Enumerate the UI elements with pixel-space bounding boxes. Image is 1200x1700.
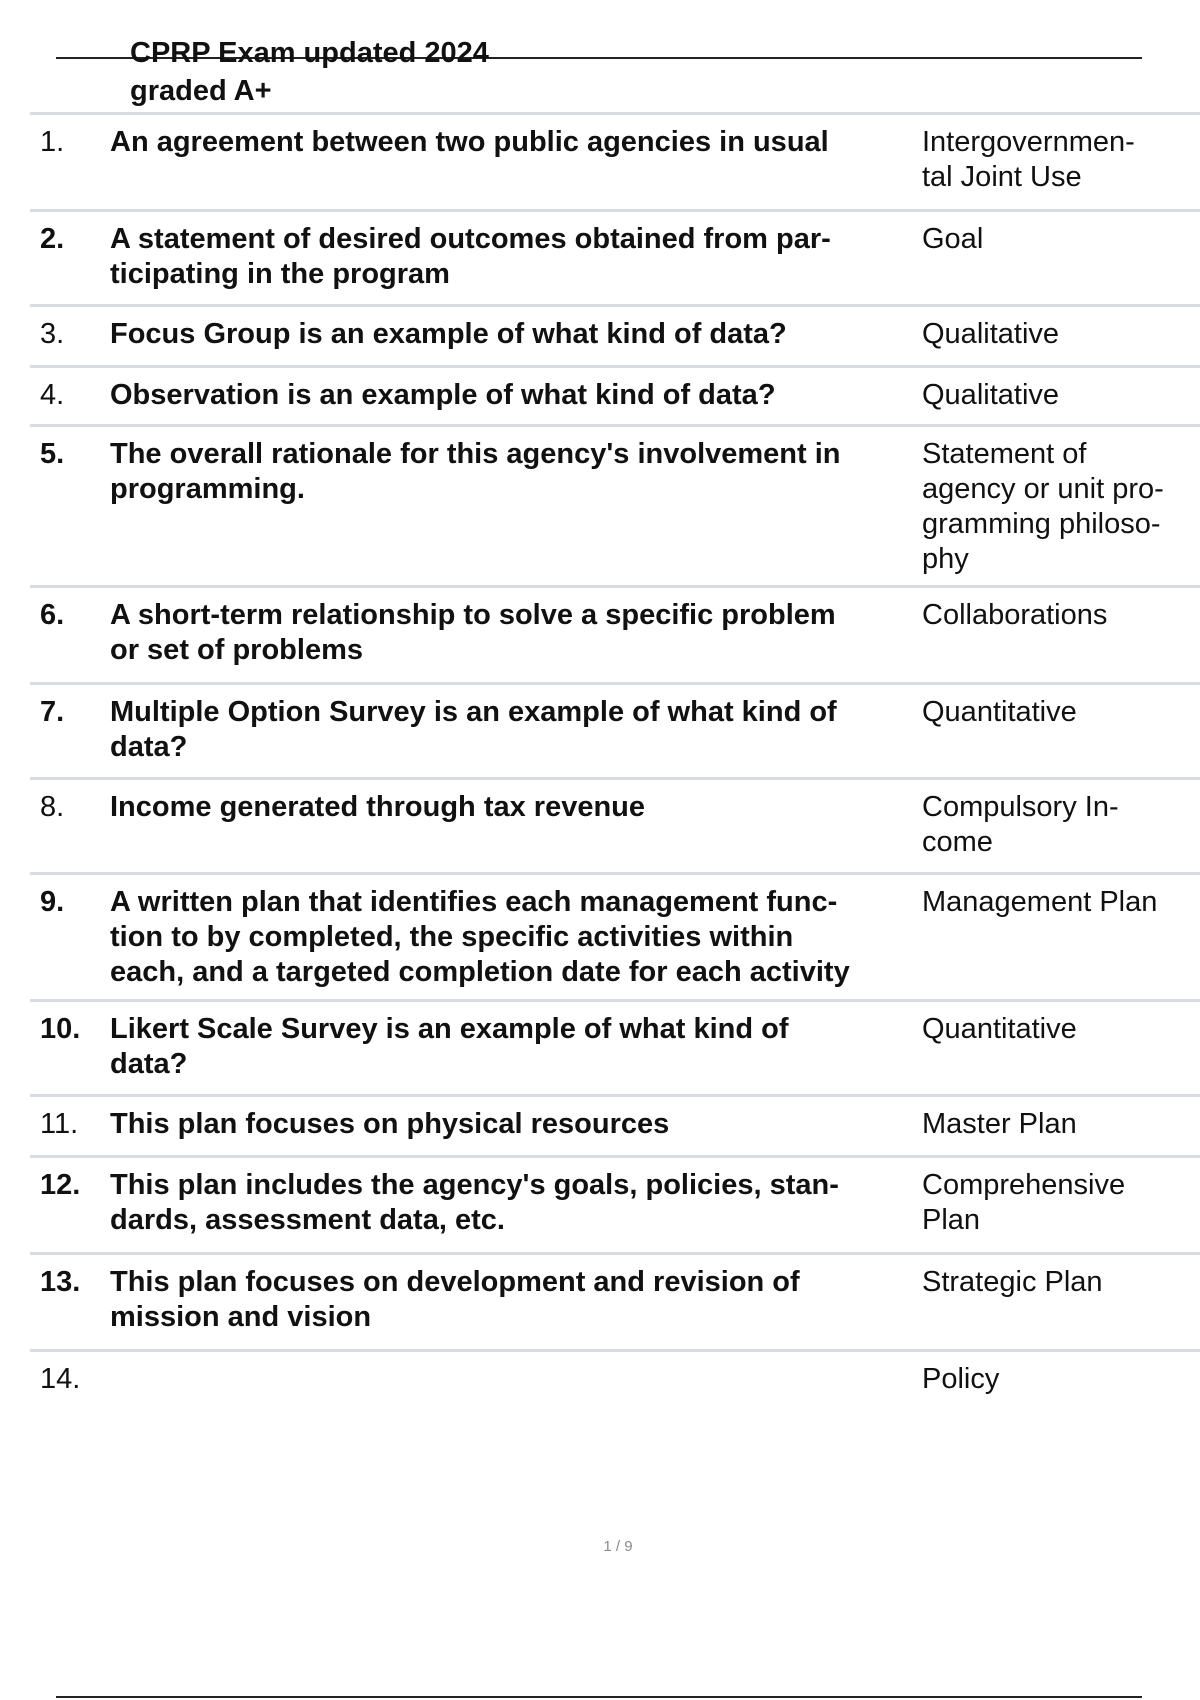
table-row [30, 1349, 1200, 1419]
answer-line: Qualitative [922, 318, 1060, 350]
question-number: 7. [40, 696, 65, 728]
question-text [110, 588, 922, 668]
question-number: 6. [40, 599, 65, 631]
answer-line: Master Plan [922, 1108, 1077, 1140]
question-line: Likert Scale Survey is an example of what kind of [110, 1013, 789, 1045]
answer-line: phy [922, 543, 969, 575]
question-line: An agreement between two public agencies in usual [110, 126, 829, 158]
question-line: mission and vision [110, 1301, 372, 1333]
answer-text [922, 780, 1192, 860]
question-line: data? [110, 731, 188, 763]
answer-line: Policy [922, 1363, 1000, 1395]
question-number: 5. [40, 438, 65, 470]
footer-rule [56, 1696, 1142, 1698]
table-row [30, 585, 1200, 682]
question-text [110, 1352, 922, 1362]
question-line: A written plan that identifies each management func- [110, 886, 838, 918]
answer-text [922, 212, 1192, 257]
question-number: 10. [40, 1013, 81, 1045]
question-number: 2. [40, 223, 65, 255]
question-text [110, 875, 922, 990]
answer-line: come [922, 826, 993, 858]
question-line: This plan focuses on development and revision of [110, 1266, 800, 1298]
question-line: data? [110, 1048, 188, 1080]
answer-text [922, 1352, 1192, 1397]
document-title [130, 34, 489, 110]
question-number: 3. [40, 318, 65, 350]
question-text [110, 1097, 922, 1142]
table-row [30, 999, 1200, 1094]
table-row [30, 1094, 1200, 1155]
answer-text [922, 1158, 1192, 1238]
question-text [110, 780, 922, 825]
question-line: Observation is an example of what kind of data? [110, 379, 776, 411]
answer-line: Strategic Plan [922, 1266, 1103, 1298]
answer-line: Collaborations [922, 599, 1108, 631]
question-text [110, 1158, 922, 1238]
table-row [30, 304, 1200, 365]
question-line: Income generated through tax revenue [110, 791, 646, 823]
question-text [110, 212, 922, 292]
question-text [110, 115, 922, 160]
question-line: or set of problems [110, 634, 363, 666]
table-row [30, 112, 1200, 209]
question-number: 1. [40, 126, 65, 158]
question-line: dards, assessment data, etc. [110, 1204, 505, 1236]
answer-line: tal Joint Use [922, 161, 1082, 193]
question-number: 9. [40, 886, 65, 918]
question-number: 11. [40, 1108, 79, 1140]
table-row [30, 1252, 1200, 1349]
question-line: A short-term relationship to solve a specific problem [110, 599, 836, 631]
question-number: 14. [40, 1363, 81, 1395]
question-line: tion to by completed, the specific activities within [110, 921, 794, 953]
title-line-1: CPRP Exam updated 2024 [130, 37, 489, 69]
table-row [30, 365, 1200, 424]
answer-line: agency or unit pro- [922, 473, 1164, 505]
answer-line: Quantitative [922, 1013, 1077, 1045]
question-text [110, 427, 922, 507]
table-row [30, 1155, 1200, 1252]
answer-text [922, 588, 1192, 633]
answer-line: Quantitative [922, 696, 1077, 728]
answer-text [922, 368, 1192, 413]
answer-line: Management Plan [922, 886, 1158, 918]
question-text [110, 1255, 922, 1335]
answer-text [922, 1097, 1192, 1142]
question-line: Multiple Option Survey is an example of what kind of [110, 696, 837, 728]
table-row [30, 424, 1200, 585]
question-answer-table [30, 112, 1200, 1419]
title-line-2: graded A+ [130, 75, 272, 107]
question-text [110, 368, 922, 413]
question-number: 8. [40, 791, 65, 823]
answer-line: gramming philoso- [922, 508, 1161, 540]
answer-line: Compulsory In- [922, 791, 1119, 823]
answer-text [922, 1255, 1192, 1300]
question-line: Focus Group is an example of what kind of data? [110, 318, 787, 350]
answer-text [922, 875, 1192, 920]
answer-line: Comprehensive [922, 1169, 1126, 1201]
answer-text [922, 1002, 1192, 1047]
table-row [30, 209, 1200, 304]
question-text [110, 685, 922, 765]
answer-text [922, 115, 1192, 195]
table-row [30, 682, 1200, 777]
question-line: This plan includes the agency's goals, policies, stan- [110, 1169, 839, 1201]
table-row [30, 872, 1200, 999]
answer-text [922, 427, 1192, 577]
question-number: 4. [40, 379, 65, 411]
answer-line: Goal [922, 223, 984, 255]
table-row [30, 777, 1200, 872]
answer-text [922, 685, 1192, 730]
question-text [110, 307, 922, 352]
answer-text [922, 307, 1192, 352]
question-number: 12. [40, 1169, 81, 1201]
question-line: A statement of desired outcomes obtained from par- [110, 223, 831, 255]
question-line: ticipating in the program [110, 258, 450, 290]
answer-line: Plan [922, 1204, 981, 1236]
question-number: 13. [40, 1266, 81, 1298]
question-line: The overall rationale for this agency's involvement in [110, 438, 841, 470]
question-line: each, and a targeted completion date for each activity [110, 956, 850, 988]
answer-line: Intergovernmen- [922, 126, 1135, 158]
answer-line: Qualitative [922, 379, 1060, 411]
answer-line: Statement of [922, 438, 1087, 470]
page-indicator: 1 / 9 [603, 1538, 633, 1555]
question-line: This plan focuses on physical resources [110, 1108, 670, 1140]
question-line: programming. [110, 473, 305, 505]
question-text [110, 1002, 922, 1082]
